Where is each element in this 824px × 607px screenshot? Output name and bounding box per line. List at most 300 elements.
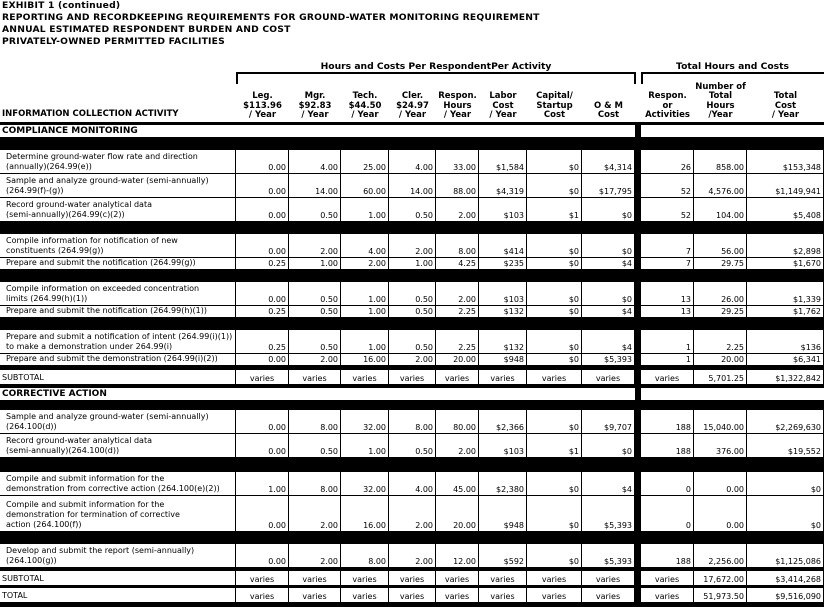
value-cell: 0.25 (236, 258, 289, 270)
value-cell: $9,707 (582, 410, 635, 434)
value-cell: 4.25 (436, 258, 479, 270)
value-cell: 0.00 (236, 496, 289, 532)
activity-cell (0, 198, 236, 222)
value-cell: $0 (527, 354, 582, 366)
value-cell: 2.00 (436, 282, 479, 306)
column-header-line: Leg. (252, 91, 273, 102)
value-cell: 1.00 (341, 306, 389, 318)
activity-label: (264.99(f)-(g)) (6, 186, 64, 195)
value-cell: varies (341, 571, 389, 586)
value-cell: $0 (527, 282, 582, 306)
value-cell: 14.00 (389, 174, 436, 198)
group-header-per-activity: Hours and Costs Per RespondentPer Activity (320, 61, 552, 72)
table-row (0, 410, 824, 434)
value-cell: 2.00 (389, 496, 436, 532)
value-cell: $5,393 (582, 354, 635, 366)
table-row (0, 234, 824, 258)
value-cell: 0.50 (289, 434, 341, 458)
value-cell: $0 (582, 198, 635, 222)
value-cell: $4 (582, 472, 635, 496)
value-cell: varies (289, 370, 341, 385)
value-cell: 2.25 (436, 330, 479, 354)
value-cell: $0 (582, 282, 635, 306)
value-cell: $0 (527, 258, 582, 270)
section-header (0, 125, 824, 137)
column-header-line: Number of (695, 81, 746, 92)
value-cell: 0 (641, 472, 694, 496)
value-cell: $4 (582, 330, 635, 354)
value-cell: $17,795 (582, 174, 635, 198)
value-cell: 7 (641, 258, 694, 270)
value-cell: 33.00 (436, 150, 479, 174)
value-cell: varies (436, 370, 479, 385)
value-cell: $4,319 (479, 174, 527, 198)
value-cell: $0 (747, 496, 824, 532)
activity-label: SUBTOTAL (2, 574, 44, 583)
column-header-line: O & M (593, 100, 623, 111)
column-header-line: Capital/ (536, 91, 573, 102)
value-cell: 104.00 (694, 198, 747, 222)
value-cell: 32.00 (341, 472, 389, 496)
activity-label: (264.100(d)) (6, 422, 57, 431)
table-row (0, 150, 824, 174)
value-cell: $1,149,941 (747, 174, 824, 198)
value-cell: 2,256.00 (694, 544, 747, 568)
value-cell: 56.00 (694, 234, 747, 258)
value-cell: varies (527, 588, 582, 603)
column-header-line: /Year (708, 110, 733, 121)
section-title: COMPLIANCE MONITORING (2, 125, 633, 137)
column-header-line: Mgr. (304, 91, 326, 102)
value-cell: $0 (582, 434, 635, 458)
table-row (0, 306, 824, 318)
value-cell: 4.00 (341, 234, 389, 258)
value-cell: $1,322,842 (747, 370, 824, 385)
column-header-line: Cost (774, 100, 797, 111)
value-cell: varies (582, 588, 635, 603)
report-title: REPORTING AND RECORDKEEPING REQUIREMENTS FOR GROUND-WATER MONITORING REQUIREMENT (2, 12, 540, 24)
section-title: CORRECTIVE ACTION (2, 388, 633, 400)
activity-label: demonstration for termination of corrective (6, 510, 180, 519)
activity-label: Prepare and submit the notification (264.99(g)) (6, 258, 196, 267)
activity-label: action (264.100(f)) (6, 520, 82, 529)
value-cell: $1,670 (747, 258, 824, 270)
activity-label: Compile information on exceeded concentration (6, 284, 200, 293)
activity-cell (0, 258, 236, 270)
column-header-line: / Year (301, 110, 329, 121)
value-cell: 0.50 (389, 434, 436, 458)
value-cell: $5,393 (582, 544, 635, 568)
value-cell: 16.00 (341, 496, 389, 532)
activity-label: to make a demonstration under 264.99(i) (6, 342, 173, 351)
value-cell: $9,516,090 (747, 588, 824, 603)
value-cell: 858.00 (694, 150, 747, 174)
value-cell: varies (389, 571, 436, 586)
table-row (0, 198, 824, 222)
column-header-line: Cost (543, 110, 566, 121)
value-cell: $132 (479, 330, 527, 354)
column-header-line: / Year (398, 110, 427, 121)
activity-column-header: INFORMATION COLLECTION ACTIVITY (2, 109, 179, 119)
value-cell: 1.00 (389, 258, 436, 270)
activity-label: (semi-annually)(264.99(c)(2)) (6, 210, 125, 219)
value-cell: $0 (747, 472, 824, 496)
value-cell: $3,414,268 (747, 571, 824, 586)
value-cell: $1,762 (747, 306, 824, 318)
value-cell: $136 (747, 330, 824, 354)
value-cell: 8.00 (289, 472, 341, 496)
value-cell: 5,701.25 (694, 370, 747, 385)
column-header-line: Hours (443, 100, 472, 111)
activity-label: constituents (264.99(g)) (6, 246, 104, 255)
table-row (0, 258, 824, 270)
value-cell: 0.25 (236, 330, 289, 354)
activity-cell (0, 150, 236, 174)
subtotal-row (0, 370, 824, 385)
value-cell: 52 (641, 198, 694, 222)
value-cell: $0 (527, 306, 582, 318)
value-cell: 4.00 (389, 472, 436, 496)
column-header-line: Labor (489, 91, 517, 102)
value-cell: 25.00 (341, 150, 389, 174)
value-cell: varies (479, 571, 527, 586)
value-cell: varies (341, 370, 389, 385)
value-cell: 1.00 (341, 282, 389, 306)
table-row (0, 434, 824, 458)
value-cell: 20.00 (694, 354, 747, 366)
value-cell: varies (389, 370, 436, 385)
activity-label: (annually)(264.99(e)) (6, 162, 92, 171)
value-cell: $0 (527, 174, 582, 198)
activity-label: (264.100(g)) (6, 556, 57, 565)
value-cell: 2.00 (389, 234, 436, 258)
value-cell: 13 (641, 282, 694, 306)
value-cell: 8.00 (341, 544, 389, 568)
section-totals-box (641, 125, 824, 137)
value-cell: varies (479, 370, 527, 385)
activity-label: Prepare and submit the demonstration (264.99(i)(2)) (6, 354, 218, 363)
value-cell: 0.00 (236, 282, 289, 306)
value-cell: 0.00 (236, 234, 289, 258)
column-header-line: Cost (597, 110, 620, 121)
value-cell: 8.00 (389, 410, 436, 434)
column-header-line: Startup (536, 100, 573, 111)
activity-label: Compile and submit information for the (6, 500, 165, 509)
value-cell: 2.00 (289, 496, 341, 532)
activity-label: Develop and submit the report (semi-annually) (6, 546, 195, 555)
value-cell: 188 (641, 544, 694, 568)
table-row (0, 496, 824, 532)
activity-label: Record ground-water analytical data (6, 200, 152, 209)
value-cell: varies (236, 571, 289, 586)
value-cell: 0.00 (236, 150, 289, 174)
column-header-line: / Year (771, 110, 800, 121)
value-cell: varies (641, 588, 694, 603)
value-cell: $103 (479, 198, 527, 222)
value-cell: $153,348 (747, 150, 824, 174)
value-cell: 26 (641, 150, 694, 174)
value-cell: varies (236, 588, 289, 603)
activity-label: Compile information for notification of new (6, 236, 178, 245)
column-header-line: $92.83 (298, 100, 332, 111)
value-cell: 20.00 (436, 354, 479, 366)
value-cell: 0.00 (236, 410, 289, 434)
separator-bar (0, 318, 824, 330)
activity-cell (0, 306, 236, 318)
value-cell: 52 (641, 174, 694, 198)
value-cell: 0 (641, 496, 694, 532)
value-cell: 16.00 (341, 354, 389, 366)
value-cell: 2.25 (436, 306, 479, 318)
value-cell: $103 (479, 282, 527, 306)
value-cell: 2.00 (289, 234, 341, 258)
column-header-line: / Year (351, 110, 379, 121)
value-cell: 2.25 (694, 330, 747, 354)
value-cell: 4.00 (389, 150, 436, 174)
section-header (0, 388, 824, 400)
value-cell: $0 (527, 544, 582, 568)
value-cell: 0.00 (236, 198, 289, 222)
activity-label: Determine ground-water flow rate and direction (6, 152, 198, 161)
value-cell: varies (527, 571, 582, 586)
value-cell: $0 (527, 150, 582, 174)
activity-label: Record ground-water analytical data (6, 436, 152, 445)
value-cell: $2,366 (479, 410, 527, 434)
column-header-line: Respon. (438, 91, 477, 102)
separator-bar (0, 532, 824, 544)
value-cell: varies (641, 370, 694, 385)
table-row (0, 354, 824, 366)
value-cell: $0 (527, 330, 582, 354)
activity-cell (0, 496, 236, 532)
activity-label: Sample and analyze ground-water (semi-annually) (6, 176, 209, 185)
value-cell: 29.25 (694, 306, 747, 318)
value-cell: varies (236, 370, 289, 385)
value-cell: $2,269,630 (747, 410, 824, 434)
activity-cell (0, 234, 236, 258)
value-cell: 12.00 (436, 544, 479, 568)
column-header-line: / Year (443, 110, 472, 121)
activity-cell (0, 434, 236, 458)
value-cell: 15,040.00 (694, 410, 747, 434)
value-cell: varies (389, 588, 436, 603)
value-cell: $4 (582, 258, 635, 270)
table-row (0, 282, 824, 306)
value-cell: 0.50 (389, 198, 436, 222)
column-header-line: $113.96 (243, 100, 282, 111)
value-cell: 8.00 (289, 410, 341, 434)
separator-bar (0, 270, 824, 282)
value-cell: $132 (479, 306, 527, 318)
separator-bar (0, 222, 824, 234)
activity-cell (0, 174, 236, 198)
column-header-line: Cost (492, 100, 514, 111)
value-cell: $2,380 (479, 472, 527, 496)
value-cell: $5,408 (747, 198, 824, 222)
value-cell: 2.00 (389, 544, 436, 568)
value-cell: 2.00 (289, 354, 341, 366)
value-cell: $5,393 (582, 496, 635, 532)
activity-label: Prepare and submit the notification (264.99(h)(1)) (6, 306, 207, 315)
activity-label: Prepare and submit a notification of intent (264.99(i)(1)) (6, 332, 233, 341)
value-cell: 2.00 (389, 354, 436, 366)
value-cell: 29.75 (694, 258, 747, 270)
column-header-line: or (662, 100, 673, 111)
value-cell: varies (479, 588, 527, 603)
value-cell: $4 (582, 306, 635, 318)
value-cell: 0.00 (694, 472, 747, 496)
value-cell: 1 (641, 330, 694, 354)
activity-cell (0, 354, 236, 366)
activity-cell (0, 472, 236, 496)
value-cell: $948 (479, 354, 527, 366)
value-cell: 0.50 (289, 282, 341, 306)
value-cell: varies (641, 571, 694, 586)
column-header-line: Cler. (401, 91, 424, 102)
value-cell: 2.00 (436, 434, 479, 458)
column-header-line: Total (773, 91, 798, 102)
value-cell: 2.00 (341, 258, 389, 270)
value-cell: 13 (641, 306, 694, 318)
value-cell: $4,314 (582, 150, 635, 174)
subtotal-row (0, 571, 824, 586)
activity-cell (0, 544, 236, 568)
column-header-line: $24.97 (396, 100, 429, 111)
value-cell: 0.00 (236, 544, 289, 568)
value-cell: 1.00 (236, 472, 289, 496)
value-cell: 17,672.00 (694, 571, 747, 586)
value-cell: $1,339 (747, 282, 824, 306)
column-gap-bar (635, 122, 641, 607)
value-cell: 88.00 (436, 174, 479, 198)
value-cell: 0.00 (694, 496, 747, 532)
value-cell: $1,584 (479, 150, 527, 174)
value-cell: 1.00 (289, 258, 341, 270)
value-cell: varies (436, 571, 479, 586)
value-cell: $0 (527, 496, 582, 532)
value-cell: 188 (641, 410, 694, 434)
value-cell: 0.50 (289, 198, 341, 222)
value-cell: $1 (527, 198, 582, 222)
value-cell: 0.50 (289, 330, 341, 354)
value-cell: 0.50 (389, 282, 436, 306)
value-cell: $0 (527, 410, 582, 434)
value-cell: 60.00 (341, 174, 389, 198)
value-cell: 1.00 (341, 198, 389, 222)
value-cell: varies (436, 588, 479, 603)
value-cell: $0 (527, 234, 582, 258)
value-cell: 26.00 (694, 282, 747, 306)
value-cell: 4,576.00 (694, 174, 747, 198)
value-cell: 1.00 (341, 434, 389, 458)
activity-cell (0, 282, 236, 306)
activity-cell (0, 410, 236, 434)
value-cell: 8.00 (436, 234, 479, 258)
value-cell: 0.50 (389, 306, 436, 318)
report-subtitle: ANNUAL ESTIMATED RESPONDENT BURDEN AND COST (2, 24, 291, 36)
value-cell: $6,341 (747, 354, 824, 366)
value-cell: $19,552 (747, 434, 824, 458)
value-cell: 376.00 (694, 434, 747, 458)
value-cell: $235 (479, 258, 527, 270)
column-header-line: Total (708, 91, 733, 102)
value-cell: 14.00 (289, 174, 341, 198)
value-cell: 1 (641, 354, 694, 366)
value-cell: $948 (479, 496, 527, 532)
separator-bar (0, 400, 824, 410)
activity-cell (0, 370, 236, 385)
separator-bar (0, 137, 824, 150)
value-cell: 51,973.50 (694, 588, 747, 603)
value-cell: 0.25 (236, 306, 289, 318)
value-cell: 0.50 (289, 306, 341, 318)
table-row (0, 472, 824, 496)
activity-label: TOTAL (2, 591, 28, 600)
exhibit-title: EXHIBIT 1 (continued) (2, 0, 121, 11)
value-cell: 7 (641, 234, 694, 258)
column-header-line: Activities (645, 110, 690, 121)
value-cell: $1,125,086 (747, 544, 824, 568)
column-header-line: Respon. (648, 91, 687, 102)
column-header-line: / Year (248, 110, 277, 121)
value-cell: 188 (641, 434, 694, 458)
value-cell: $0 (527, 472, 582, 496)
value-cell: varies (582, 370, 635, 385)
value-cell: $0 (582, 234, 635, 258)
activity-cell (0, 330, 236, 354)
section-totals-box (641, 388, 824, 400)
activity-cell (0, 571, 236, 586)
value-cell: 2.00 (289, 544, 341, 568)
value-cell: varies (289, 588, 341, 603)
value-cell: 20.00 (436, 496, 479, 532)
column-header-line: Tech. (352, 91, 378, 102)
activity-label: SUBTOTAL (2, 373, 44, 382)
table-row (0, 174, 824, 198)
separator-bar (0, 458, 824, 472)
activity-label: Sample and analyze ground-water (semi-annually) (6, 412, 209, 421)
value-cell: 80.00 (436, 410, 479, 434)
value-cell: 2.00 (436, 198, 479, 222)
value-cell: $1 (527, 434, 582, 458)
value-cell: varies (527, 370, 582, 385)
column-header-line: $44.50 (348, 100, 382, 111)
activity-label: (semi-annually)(264.100(d)) (6, 446, 120, 455)
value-cell: $592 (479, 544, 527, 568)
value-cell: 4.00 (289, 150, 341, 174)
value-cell: 0.00 (236, 354, 289, 366)
facility-type-title: PRIVATELY-OWNED PERMITTED FACILITIES (2, 36, 225, 48)
separator-bar (0, 603, 824, 607)
column-header-line: Hours (706, 100, 735, 111)
value-cell: 0.00 (236, 434, 289, 458)
total-row (0, 588, 824, 603)
column-header-line: / Year (489, 110, 517, 121)
value-cell: 0.50 (389, 330, 436, 354)
table-row (0, 544, 824, 568)
activity-label: demonstration from corrective action (264.100(e)(2)) (6, 484, 220, 493)
value-cell: 0.00 (236, 174, 289, 198)
value-cell: varies (582, 571, 635, 586)
activity-cell (0, 588, 236, 603)
value-cell: varies (289, 571, 341, 586)
activity-label: Compile and submit information for the (6, 474, 165, 483)
value-cell: 1.00 (341, 330, 389, 354)
table-row (0, 330, 824, 354)
value-cell: $414 (479, 234, 527, 258)
value-cell: 32.00 (341, 410, 389, 434)
value-cell: 45.00 (436, 472, 479, 496)
